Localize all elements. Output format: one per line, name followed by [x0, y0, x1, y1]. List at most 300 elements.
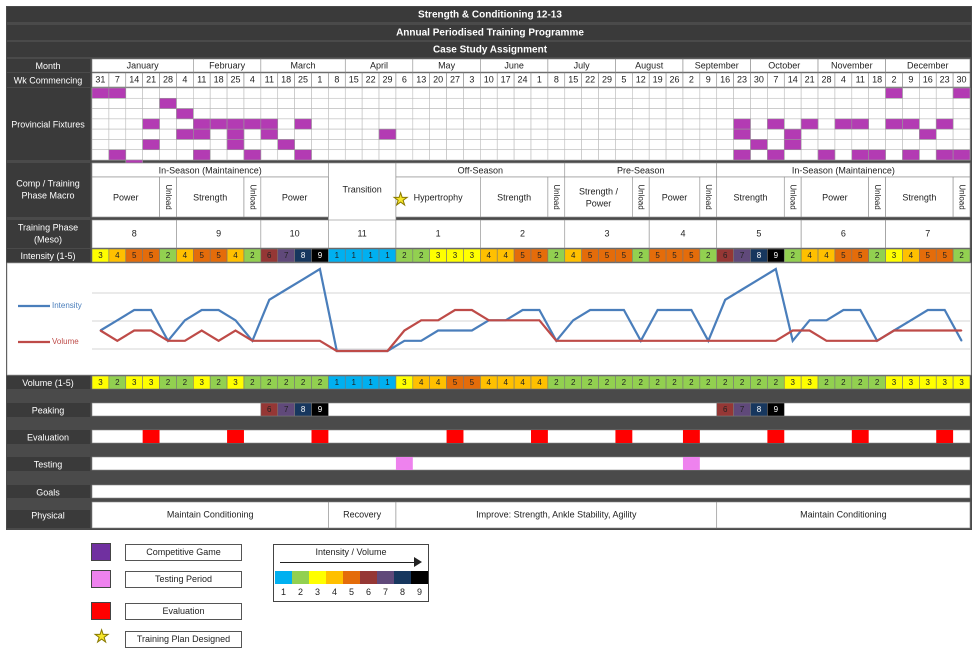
- fixture-cell: [447, 129, 464, 139]
- fixture-mark: [734, 119, 751, 129]
- fixture-mark: [193, 150, 210, 160]
- series-point: [184, 340, 186, 342]
- row-label-volume: Volume (1-5): [22, 377, 74, 388]
- row-label-peaking: Peaking: [31, 405, 65, 416]
- fixture-cell: [852, 129, 869, 139]
- volume-value: 3: [98, 378, 103, 388]
- fixture-cell: [379, 88, 396, 98]
- week-label: 25: [230, 74, 241, 85]
- fixture-mark: [902, 150, 919, 160]
- fixture-cell: [227, 88, 244, 98]
- scale-number: 4: [331, 587, 337, 597]
- fixture-mark: [919, 129, 936, 139]
- series-point: [201, 309, 203, 311]
- physical-label-0: Maintain Conditioning: [166, 509, 254, 520]
- fixture-cell: [717, 139, 734, 149]
- legend-evaluation-label: Evaluation: [125, 603, 242, 620]
- macro-label-4: In-Season (Maintainence): [791, 165, 895, 176]
- series-point: [707, 340, 709, 342]
- fixture-cell: [261, 109, 278, 119]
- fixture-cell: [902, 109, 919, 119]
- phase-label-12: Unload: [704, 184, 714, 210]
- fixture-mark: [143, 139, 160, 149]
- fixture-cell: [210, 150, 227, 160]
- volume-value: 2: [115, 378, 120, 388]
- volume-value: 3: [908, 378, 914, 388]
- week-label: 23: [737, 74, 748, 85]
- volume-value: 3: [199, 378, 204, 388]
- fixture-cell: [666, 129, 683, 139]
- fixture-cell: [413, 150, 430, 160]
- series-point: [910, 330, 912, 332]
- series-point: [437, 330, 439, 332]
- fixture-cell: [447, 150, 464, 160]
- title-text-1: Annual Periodised Training Programme: [396, 27, 584, 39]
- fixture-cell: [514, 88, 531, 98]
- fixture-cell: [244, 88, 261, 98]
- fixture-cell: [953, 129, 970, 139]
- fixture-cell: [852, 139, 869, 149]
- scale-title: Intensity / Volume: [315, 547, 387, 557]
- fixture-mark: [261, 119, 278, 129]
- fixture-cell: [92, 119, 109, 129]
- series-point: [910, 319, 912, 321]
- fixture-mark: [936, 119, 953, 129]
- fixture-cell: [531, 109, 548, 119]
- fixture-cell: [92, 129, 109, 139]
- series-point: [488, 319, 490, 321]
- fixture-cell: [632, 88, 649, 98]
- fixture-cell: [278, 98, 295, 108]
- physical-label-3: Maintain Conditioning: [800, 509, 887, 520]
- intensity-value: 5: [199, 251, 204, 261]
- fixture-cell: [902, 139, 919, 149]
- peaking-value: 6: [722, 405, 728, 415]
- fixture-cell: [683, 139, 700, 149]
- star-icon: ★: [94, 627, 110, 646]
- fixture-cell: [683, 129, 700, 139]
- evaluation-mark: [531, 430, 548, 443]
- peaking-value: 9: [773, 405, 779, 415]
- week-label: 19: [652, 74, 663, 85]
- meso-label-9: 6: [840, 228, 846, 239]
- intensity-value: 8: [756, 251, 762, 261]
- meso-label-0: 8: [131, 228, 137, 239]
- fixture-cell: [261, 88, 278, 98]
- fixture-cell: [497, 109, 514, 119]
- series-point: [606, 340, 608, 342]
- fixture-mark: [143, 119, 160, 129]
- fixture-cell: [784, 98, 801, 108]
- week-label: 25: [298, 74, 309, 85]
- fixture-cell: [109, 139, 126, 149]
- fixture-cell: [312, 119, 329, 129]
- fixture-cell: [261, 98, 278, 108]
- fixture-cell: [396, 88, 413, 98]
- testing-mark: [396, 457, 413, 470]
- series-point: [100, 330, 102, 332]
- legend-designed-label: Training Plan Designed: [125, 631, 242, 648]
- series-point: [572, 319, 574, 321]
- fixture-mark: [886, 119, 903, 129]
- fixture-cell: [818, 119, 835, 129]
- fixture-cell: [632, 98, 649, 108]
- week-label: 10: [483, 74, 494, 85]
- volume-value: 3: [942, 378, 947, 388]
- week-label: 8: [553, 74, 559, 85]
- scale-cell-6: [360, 571, 377, 584]
- volume-value: 4: [435, 378, 441, 388]
- week-label: 5: [621, 74, 627, 85]
- fixture-cell: [902, 88, 919, 98]
- series-point: [252, 340, 254, 342]
- phase-cell: [565, 177, 633, 217]
- volume-value: 4: [503, 378, 508, 388]
- phase-label-3: Unload: [248, 184, 258, 210]
- fixture-cell: [548, 98, 565, 108]
- fixture-cell: [480, 129, 497, 139]
- fixture-mark: [295, 150, 312, 160]
- fixture-cell: [463, 88, 480, 98]
- separator-bar: [7, 417, 971, 429]
- phase-label-6: Hypertrophy: [413, 192, 463, 203]
- scale-number: 2: [297, 587, 303, 597]
- fixture-cell: [784, 150, 801, 160]
- fixture-cell: [751, 98, 768, 108]
- fixture-cell: [295, 109, 312, 119]
- week-label: 31: [95, 74, 106, 85]
- phase-label-11: Power: [661, 192, 688, 203]
- fixture-cell: [345, 119, 362, 129]
- week-label: 16: [720, 74, 731, 85]
- week-label: 4: [840, 74, 846, 85]
- volume-value: 3: [233, 378, 238, 388]
- week-label: 2: [891, 74, 897, 85]
- series-point: [606, 309, 608, 311]
- fixture-mark: [869, 150, 886, 160]
- volume-value: 2: [317, 378, 323, 388]
- fixture-cell: [92, 139, 109, 149]
- series-point: [268, 299, 270, 301]
- month-label-7: August: [635, 60, 664, 71]
- fixture-cell: [430, 119, 447, 129]
- week-label: 1: [317, 74, 323, 85]
- evaluation-mark: [683, 430, 700, 443]
- month-label-4: May: [438, 60, 456, 71]
- series-point: [741, 289, 743, 291]
- fixture-cell: [480, 119, 497, 129]
- fixture-mark: [92, 88, 109, 98]
- evaluation-mark: [936, 430, 953, 443]
- fixture-cell: [582, 139, 599, 149]
- intensity-value: 5: [655, 251, 660, 261]
- fixture-cell: [565, 88, 582, 98]
- fixture-cell: [666, 150, 683, 160]
- volume-value: 3: [807, 378, 812, 388]
- row-label-testing: Testing: [33, 459, 63, 470]
- peaking-row: [92, 403, 970, 416]
- fixture-cell: [953, 119, 970, 129]
- fixture-cell: [599, 98, 616, 108]
- phase-label-0: Power: [113, 192, 139, 203]
- fixture-cell: [767, 139, 784, 149]
- volume-value: 3: [131, 378, 137, 388]
- week-label: 22: [365, 74, 376, 85]
- peaking-value: 8: [300, 405, 306, 415]
- fixture-cell: [480, 150, 497, 160]
- star-icon: ★: [393, 190, 409, 209]
- fixture-cell: [615, 129, 632, 139]
- fixture-cell: [328, 98, 345, 108]
- fixture-cell: [160, 129, 177, 139]
- fixture-cell: [835, 129, 852, 139]
- series-point: [133, 330, 135, 332]
- scale-cell-8: [394, 571, 411, 584]
- meso-label-8: 5: [756, 228, 762, 239]
- fixture-cell: [953, 109, 970, 119]
- volume-value: 2: [182, 378, 188, 388]
- fixture-mark: [278, 139, 295, 149]
- series-point: [657, 309, 659, 311]
- fixture-cell: [396, 129, 413, 139]
- intensity-value: 5: [604, 251, 610, 261]
- fixture-cell: [632, 129, 649, 139]
- peaking-value: 7: [739, 405, 745, 415]
- evaluation-mark: [852, 430, 869, 443]
- fixture-cell: [109, 109, 126, 119]
- fixture-cell: [632, 139, 649, 149]
- volume-value: 2: [216, 378, 221, 388]
- fixture-cell: [92, 150, 109, 160]
- fixture-cell: [919, 119, 936, 129]
- testing-row: [92, 457, 970, 470]
- fixture-cell: [278, 119, 295, 129]
- series-point: [944, 330, 946, 332]
- fixture-cell: [244, 98, 261, 108]
- fixture-cell: [143, 150, 160, 160]
- series-point: [859, 309, 861, 311]
- intensity-value: 5: [672, 251, 677, 261]
- fixture-cell: [463, 150, 480, 160]
- row-label-physical: Physical: [31, 510, 65, 521]
- volume-value: 3: [790, 378, 795, 388]
- fixture-cell: [244, 139, 261, 149]
- intensity-value: 4: [908, 251, 914, 261]
- fixture-mark: [751, 139, 768, 149]
- fixture-cell: [869, 88, 886, 98]
- week-label: 17: [500, 74, 511, 85]
- intensity-value: 4: [233, 251, 238, 261]
- intensity-value: 4: [503, 251, 508, 261]
- series-point: [218, 340, 220, 342]
- legend-competitive-label: Competitive Game: [125, 544, 242, 561]
- arrow-right-icon: [414, 557, 422, 567]
- fixture-cell: [227, 150, 244, 160]
- week-label: 4: [182, 74, 188, 85]
- fixture-cell: [497, 139, 514, 149]
- volume-value: 2: [689, 378, 694, 388]
- row-label-week: Wk Commencing: [13, 75, 83, 86]
- fixture-cell: [514, 139, 531, 149]
- week-label: 15: [348, 74, 359, 85]
- evaluation-mark: [767, 430, 784, 443]
- fixture-cell: [210, 98, 227, 108]
- scale-cell-4: [326, 571, 343, 584]
- fixture-cell: [869, 139, 886, 149]
- fixture-cell: [312, 88, 329, 98]
- fixture-cell: [886, 98, 903, 108]
- week-label: 8: [334, 74, 340, 85]
- fixture-cell: [328, 129, 345, 139]
- fixture-cell: [92, 109, 109, 119]
- volume-value: 2: [739, 378, 745, 388]
- volume-value: 2: [587, 378, 593, 388]
- fixture-cell: [379, 98, 396, 108]
- fixture-cell: [345, 88, 362, 98]
- fixture-cell: [514, 109, 531, 119]
- fixture-cell: [818, 109, 835, 119]
- fixture-cell: [531, 88, 548, 98]
- fixture-cell: [413, 119, 430, 129]
- intensity-value: 1: [368, 251, 373, 261]
- fixture-cell: [734, 98, 751, 108]
- phase-label-1: Unload: [163, 184, 173, 210]
- fixture-cell: [869, 129, 886, 139]
- scale-number: 5: [348, 587, 354, 597]
- fixture-cell: [751, 119, 768, 129]
- fixture-cell: [717, 150, 734, 160]
- fixture-cell: [126, 129, 143, 139]
- fixture-mark: [886, 88, 903, 98]
- evaluation-mark: [227, 430, 244, 443]
- series-point: [454, 309, 456, 311]
- fixture-cell: [480, 109, 497, 119]
- volume-value: 2: [874, 378, 880, 388]
- series-point: [268, 340, 270, 342]
- week-label: 30: [956, 74, 967, 85]
- fixture-cell: [345, 150, 362, 160]
- fixture-mark: [767, 150, 784, 160]
- fixture-cell: [312, 129, 329, 139]
- fixture-cell: [599, 129, 616, 139]
- fixture-cell: [463, 119, 480, 129]
- volume-value: 2: [841, 378, 846, 388]
- series-point: [623, 309, 625, 311]
- series-point: [927, 330, 929, 332]
- fixture-cell: [143, 109, 160, 119]
- series-point: [843, 340, 845, 342]
- intensity-value: 6: [722, 251, 728, 261]
- week-label: 14: [787, 74, 798, 85]
- fixture-cell: [649, 88, 666, 98]
- fixture-cell: [345, 129, 362, 139]
- fixture-cell: [514, 98, 531, 108]
- month-label-0: January: [126, 60, 159, 71]
- series-point: [691, 340, 693, 342]
- fixture-cell: [700, 139, 717, 149]
- series-point: [657, 340, 659, 342]
- volume-value: 2: [604, 378, 610, 388]
- fixture-cell: [514, 129, 531, 139]
- series-point: [961, 340, 963, 342]
- intensity-value: 2: [250, 251, 255, 261]
- fixture-cell: [362, 98, 379, 108]
- week-label: 28: [162, 74, 173, 85]
- fixture-cell: [514, 119, 531, 129]
- intensity-value: 3: [452, 251, 458, 261]
- macro-label-0: In-Season (Maintainence): [158, 165, 262, 176]
- row-label-evaluation: Evaluation: [26, 432, 70, 443]
- scale-color-cells: [275, 571, 428, 584]
- fixture-cell: [649, 150, 666, 160]
- week-label: 9: [705, 74, 711, 85]
- fixture-cell: [784, 119, 801, 129]
- series-point: [640, 340, 642, 342]
- fixture-cell: [734, 139, 751, 149]
- fixture-cell: [548, 139, 565, 149]
- intensity-value: 1: [334, 251, 340, 261]
- intensity-value: 2: [959, 251, 964, 261]
- fixture-cell: [767, 88, 784, 98]
- fixture-mark: [193, 129, 210, 139]
- fixture-cell: [345, 109, 362, 119]
- fixture-cell: [886, 150, 903, 160]
- fixture-cell: [430, 129, 447, 139]
- meso-label-4: 1: [435, 228, 441, 239]
- fixture-cell: [548, 119, 565, 129]
- fixture-cell: [379, 109, 396, 119]
- fixture-cell: [278, 150, 295, 160]
- fixture-cell: [767, 109, 784, 119]
- fixture-cell: [244, 109, 261, 119]
- month-label-6: July: [573, 60, 590, 71]
- series-point: [893, 330, 895, 332]
- volume-value: 2: [267, 378, 272, 388]
- fixture-cell: [396, 150, 413, 160]
- fixture-cell: [362, 109, 379, 119]
- fixture-cell: [480, 98, 497, 108]
- fixture-cell: [497, 119, 514, 129]
- fixture-cell: [717, 119, 734, 129]
- fixture-cell: [497, 150, 514, 160]
- fixture-cell: [447, 98, 464, 108]
- series-point: [792, 330, 794, 332]
- fixture-cell: [379, 139, 396, 149]
- fixture-cell: [126, 139, 143, 149]
- series-point: [741, 340, 743, 342]
- fixture-cell: [751, 109, 768, 119]
- series-point: [336, 350, 338, 352]
- title-text-0: Strength & Conditioning 12-13: [418, 9, 562, 21]
- fixture-cell: [784, 88, 801, 98]
- fixture-cell: [919, 98, 936, 108]
- fixture-cell: [599, 88, 616, 98]
- fixture-mark: [227, 119, 244, 129]
- fixture-cell: [683, 109, 700, 119]
- fixture-cell: [565, 139, 582, 149]
- series-point: [420, 319, 422, 321]
- fixture-cell: [835, 150, 852, 160]
- fixture-cell: [801, 150, 818, 160]
- fixture-cell: [193, 88, 210, 98]
- series-point: [876, 340, 878, 342]
- fixture-mark: [176, 129, 193, 139]
- intensity-value: 2: [554, 251, 559, 261]
- fixture-cell: [430, 88, 447, 98]
- fixture-cell: [818, 129, 835, 139]
- physical-label-2: Improve: Strength, Ankle Stability, Agility: [476, 509, 637, 520]
- intensity-value: 2: [874, 251, 880, 261]
